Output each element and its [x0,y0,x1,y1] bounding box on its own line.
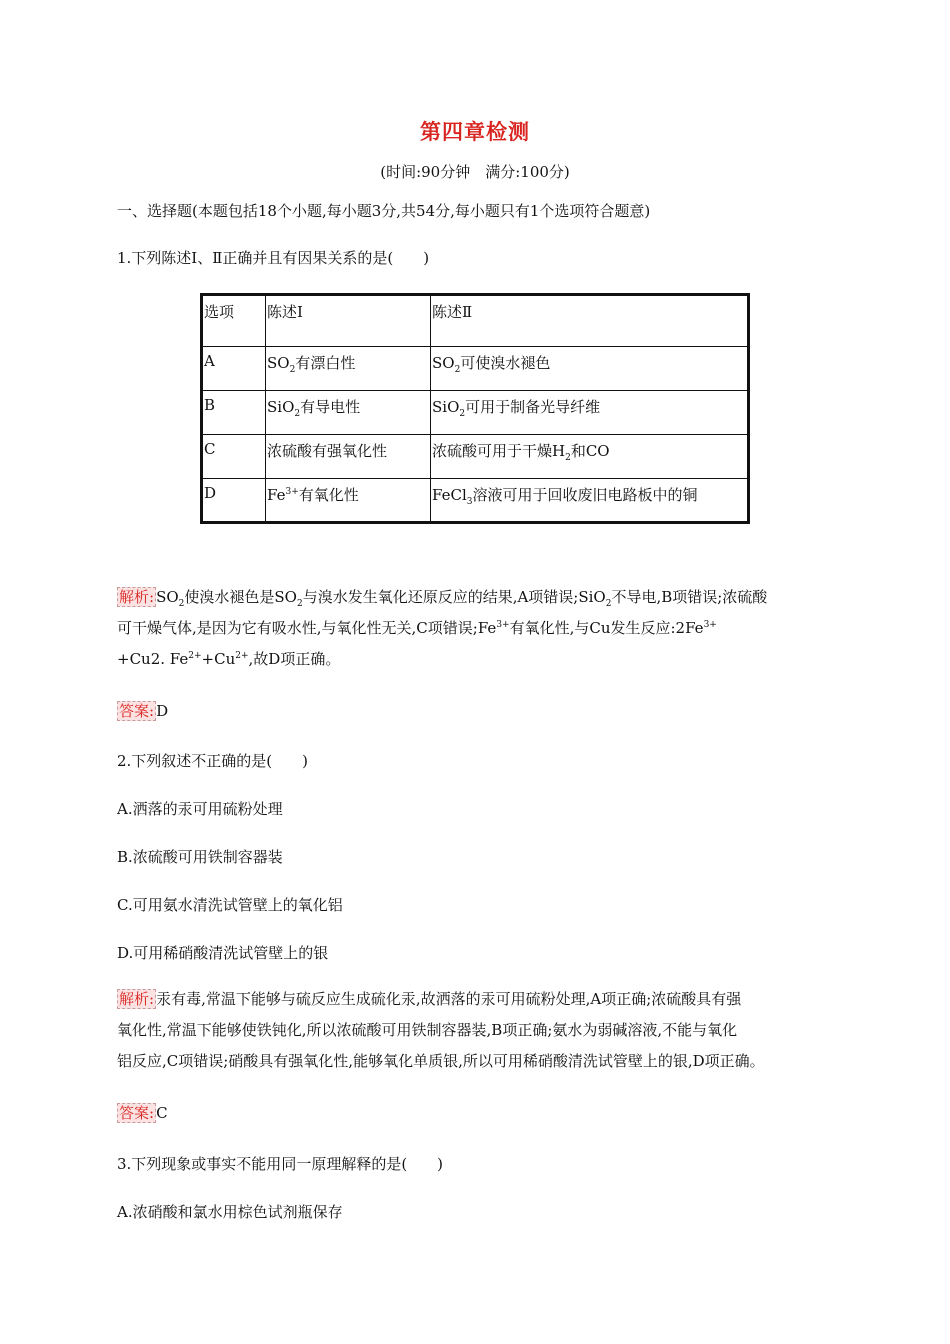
option-a: A.洒落的汞可用硫粉处理 [117,800,283,818]
option-d: D.可用稀硝酸清洗试管壁上的银 [117,944,329,962]
question-2-analysis [117,984,837,1077]
analysis-line: 解析: 汞有毒,常温下能够与硫反应生成硫化汞,故洒落的汞可用硫粉处理,A项正确;浓硫酸具有强 [119,990,742,1008]
option-cell: A [202,347,266,391]
analysis-line: 可干燥气体,是因为它有吸水性,与氧化性无关,C项错误$;Fe^{3+}$有氧化性,与Cu发生反应$:2Fe^{3+}$ [117,619,717,637]
question-1-table [200,293,750,524]
analysis-line: 氧化性,常温下能够使铁钝化,所以浓硫酸可用铁制容器装,B项正确;氨水为弱碱溶液,不能与氧化 [117,1021,738,1039]
table-row [202,347,749,391]
option-b: B.浓硫酸可用铁制容器装 [117,848,283,866]
question-1-stem: 1.下列陈述Ⅰ、Ⅱ正确并且有因果关系的是( ) [117,249,430,267]
question-2-answer [117,1103,168,1123]
question-2-stem: 2.下列叙述不正确的是( ) [117,752,309,770]
header-statement-1: 陈述Ⅰ [266,295,431,347]
analysis-line: 铝反应,C项错误;硝酸具有强氧化性,能够氧化单质银,所以可用稀硝酸清洗试管壁上的银,D项正确。 [117,1052,765,1070]
analysis-tag: 解析: [119,990,155,1008]
analysis-line: +Cu2. $Fe^{2+}+Cu^{2+}$,故D项正确。 [117,650,341,668]
header-statement-2: 陈述Ⅱ [431,295,749,347]
question-3-stem: 3.下列现象或事实不能用同一原理解释的是( ) [117,1155,444,1173]
statement-1-cell: SiO$_2$有导电性 [266,391,431,435]
header-option: 选项 [202,295,266,347]
statement-1-cell: $SO_2$有漂白性 [266,347,431,391]
page-title: 第四章检测 [420,120,530,144]
table-row [202,479,749,523]
statement-1-cell: 浓硫酸有强氧化性 [266,435,431,479]
option-cell: C [202,435,266,479]
answer-tag: 答案: [119,702,155,720]
option-cell: B [202,391,266,435]
statement-2-cell: FeCl$_3$溶液可用于回收废旧电路板中的铜 [431,479,749,523]
answer-value: D [156,702,169,720]
exam-info: (时间:90分钟 满分:100分) [380,163,570,181]
question-1-analysis [117,582,837,675]
table-row [202,391,749,435]
statement-1-cell: $Fe^{3+}$有氧化性 [266,479,431,523]
analysis-tag: 解析: [119,588,155,606]
statement-2-cell: SiO$_2$可用于制备光导纤维 [431,391,749,435]
answer-tag: 答案: [119,1104,155,1122]
statement-2-cell: 浓硫酸可用于干燥$H_2$和CO [431,435,749,479]
option-cell: D [202,479,266,523]
table-row [202,435,749,479]
analysis-line: 解析: $SO_2$使溴水褪色是$SO_2$与溴水发生氧化还原反应的结果,A项错误;SiO$_2$不导电,B项错误;浓硫酸 [119,588,768,609]
statement-2-cell: $SO_2$可使溴水褪色 [431,347,749,391]
option-c: C.可用氨水清洗试管壁上的氧化铝 [117,896,343,914]
option-a: A.浓硝酸和氯水用棕色试剂瓶保存 [117,1203,343,1221]
answer-value: C [156,1104,168,1122]
question-1-answer [117,701,168,721]
section-heading: 一、选择题(本题包括18个小题,每小题3分,共54分,每小题只有1个选项符合题意) [117,202,651,220]
table-header-row [202,295,749,347]
